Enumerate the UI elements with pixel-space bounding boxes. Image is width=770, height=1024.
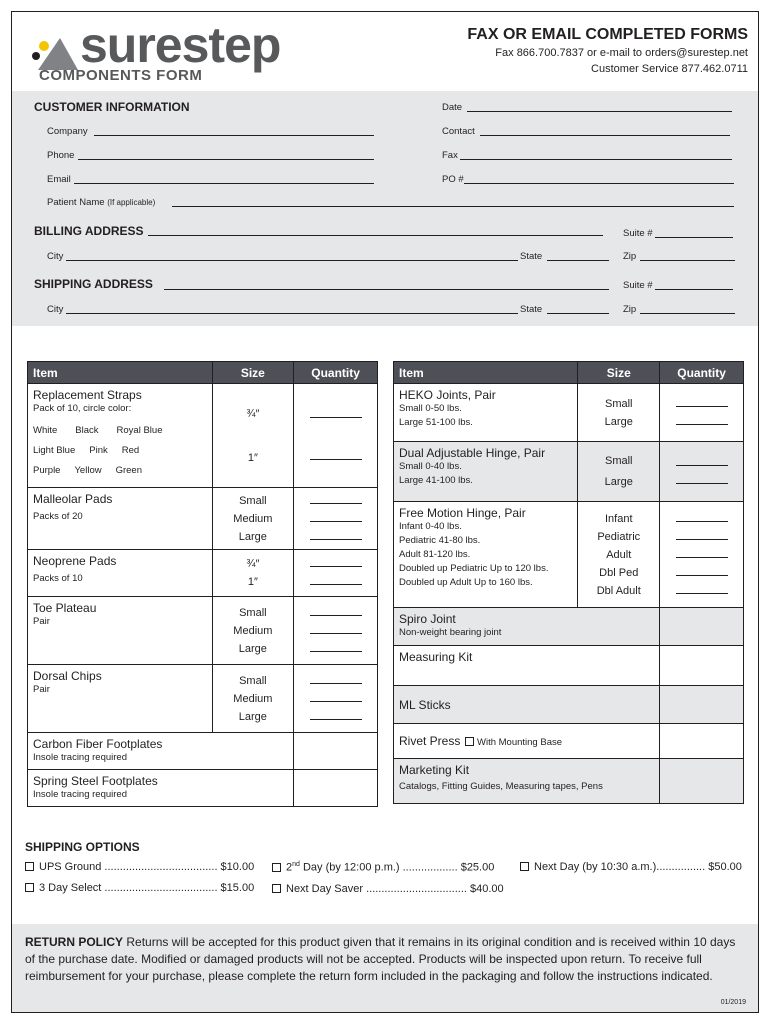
left-items-table (27, 361, 378, 807)
free-size-infant: Infant (604, 512, 633, 525)
next-day-checkbox[interactable] (520, 862, 529, 871)
dorsal-size-large: Large (238, 710, 267, 723)
toe-size-medium: Medium (233, 624, 273, 637)
dual-name: Dual Adjustable Hinge, Pair (399, 446, 546, 460)
free-name: Free Motion Hinge, Pair (399, 506, 526, 520)
spiro-name: Spiro Joint (399, 612, 456, 626)
col-size: Size (212, 362, 294, 384)
shipping-zip-label: Zip (623, 304, 637, 315)
malleolar-name: Malleolar Pads (33, 492, 113, 506)
return-policy-body: Returns will be accepted for this product given that it remains in its original condition and is received within 10 days of the purchase date. Modified or damaged products will not be accepted. Products will be inspected upon return. To receive full reimbursement for your purchase, please complete the return form included in the packaging and follow the instructions indicated. (25, 935, 736, 983)
fax-field[interactable] (460, 150, 732, 160)
second-day-checkbox[interactable] (272, 863, 281, 872)
marketing-qty[interactable] (660, 759, 744, 804)
free-sub-dbl-adult: Doubled up Adult Up to 160 lbs. (399, 577, 533, 588)
neoprene-size-34: ¾″ (246, 558, 260, 570)
row-dorsal-chips (28, 665, 378, 733)
neoprene-sub: Packs of 10 (33, 573, 83, 584)
email-field[interactable] (74, 174, 374, 184)
second-day-label: Day (by 12:00 p.m.) .................. $25.00 (299, 861, 495, 874)
toe-size-small: Small (239, 606, 267, 619)
malleolar-size-large: Large (238, 530, 267, 543)
billing-suite-label: Suite # (623, 228, 653, 239)
three-day-label: 3 Day Select ..................................... $15.00 (39, 882, 255, 894)
return-policy-box (12, 924, 758, 1012)
color-black[interactable]: Black (75, 425, 99, 436)
header-contact: Fax 866.700.7837 or e-mail to orders@surestep.net (495, 47, 748, 59)
row-toe-plateau (28, 597, 378, 665)
free-qty-adult[interactable] (676, 546, 728, 558)
billing-zip-label: Zip (623, 251, 637, 262)
ups-ground-checkbox[interactable] (25, 862, 34, 871)
mounting-base-checkbox[interactable] (465, 737, 474, 746)
shipping-state-label: State (520, 304, 543, 315)
po-label: PO # (442, 174, 464, 185)
carbon-qty[interactable] (294, 733, 378, 770)
free-size-pediatric: Pediatric (597, 530, 641, 543)
form-version: 01/2019 (720, 999, 746, 1006)
col-quantity: Quantity (294, 362, 378, 384)
dorsal-name: Dorsal Chips (33, 669, 102, 683)
free-size-dbl-ped: Dbl Ped (599, 566, 639, 579)
dual-size-large: Large (604, 475, 633, 488)
col-item: Item (28, 362, 213, 384)
color-purple[interactable]: Purple (33, 465, 61, 476)
heko-qty-small[interactable] (676, 395, 728, 407)
heko-size-large: Large (604, 415, 633, 428)
dorsal-sub: Pair (33, 684, 50, 695)
company-field[interactable] (94, 126, 374, 136)
color-red[interactable]: Red (121, 445, 140, 456)
shipping-suite-field[interactable] (655, 280, 733, 290)
billing-city-field[interactable] (66, 251, 518, 261)
row-heko-joints (394, 384, 744, 442)
three-day-checkbox[interactable] (25, 883, 34, 892)
billing-suite-field[interactable] (655, 228, 733, 238)
row-replacement-straps (28, 384, 378, 488)
option-2nd-day[interactable] (272, 861, 494, 874)
dual-size-small: Small (604, 454, 633, 467)
row-free-motion-hinge (394, 502, 744, 608)
free-qty-dbl-ped[interactable] (676, 564, 728, 576)
color-yellow[interactable]: Yellow (74, 465, 102, 476)
straps-qty-34[interactable] (310, 406, 362, 418)
customer-info-title: CUSTOMER INFORMATION (34, 100, 190, 114)
order-form (11, 11, 759, 1013)
marketing-name: Marketing Kit (399, 763, 470, 777)
shipping-city-field[interactable] (66, 304, 518, 314)
straps-name: Replacement Straps (33, 388, 142, 402)
straps-size-34: ¾″ (246, 407, 260, 420)
free-sub-pediatric: Pediatric 41-80 lbs. (399, 535, 481, 546)
color-row-3 (33, 461, 207, 481)
po-field[interactable] (464, 174, 734, 184)
straps-qty-1[interactable] (310, 448, 362, 460)
color-row-1 (33, 421, 207, 441)
shipping-state-field[interactable] (547, 304, 609, 314)
color-white[interactable]: White (33, 425, 58, 436)
free-qty-infant[interactable] (676, 510, 728, 522)
next-saver-checkbox[interactable] (272, 884, 281, 893)
right-items-table (393, 361, 744, 804)
spiro-qty[interactable] (660, 608, 744, 646)
toe-qty-small[interactable] (310, 604, 362, 616)
row-malleolar-pads (28, 488, 378, 550)
toe-size-large: Large (238, 642, 267, 655)
free-sub-infant: Infant 0-40 lbs. (399, 521, 462, 532)
malleolar-size-medium: Medium (233, 512, 273, 525)
col-item-right: Item (394, 362, 578, 384)
rivet-qty[interactable] (660, 724, 744, 759)
date-field[interactable] (467, 102, 732, 112)
row-ml-sticks (394, 686, 744, 724)
row-spiro-joint (394, 608, 744, 646)
option-next-day-saver[interactable] (272, 883, 504, 895)
left-header-row (28, 362, 378, 384)
second-day-sup: nd (292, 861, 300, 868)
phone-label: Phone (47, 150, 75, 161)
heko-name: HEKO Joints, Pair (399, 388, 496, 402)
color-row-2 (33, 441, 207, 461)
row-rivet-press (394, 724, 744, 759)
next-day-label: Next Day (by 10:30 a.m.)................ $50.00 (534, 861, 742, 873)
return-policy-label: RETURN POLICY (25, 935, 124, 949)
option-3-day-select[interactable] (25, 882, 254, 894)
row-spring-steel (28, 770, 378, 807)
free-sub-dbl-ped: Doubled up Pediatric Up to 120 lbs. (399, 563, 549, 574)
carbon-sub: Insole tracing required (33, 752, 127, 763)
heko-sub-1: Small 0-50 lbs. (399, 403, 462, 414)
straps-size-1: 1″ (247, 451, 258, 464)
measuring-qty[interactable] (660, 646, 744, 686)
neoprene-name: Neoprene Pads (33, 554, 117, 568)
marketing-sub: Catalogs, Fitting Guides, Measuring tapes, Pens (399, 781, 603, 792)
spring-name: Spring Steel Footplates (33, 774, 158, 788)
billing-zip-field[interactable] (640, 251, 735, 261)
row-neoprene-pads (28, 550, 378, 597)
col-size-right: Size (578, 362, 660, 384)
ml-name: ML Sticks (399, 697, 451, 712)
contact-label: Contact (442, 126, 475, 137)
shipping-address-field[interactable] (164, 280, 609, 290)
dual-sub-1: Small 0-40 lbs. (399, 461, 462, 472)
spiro-sub: Non-weight bearing joint (399, 627, 502, 638)
malleolar-qty-medium[interactable] (310, 510, 362, 522)
free-qty-dbl-adult[interactable] (676, 582, 728, 594)
color-pink[interactable]: Pink (89, 445, 108, 456)
option-next-day[interactable] (520, 861, 742, 873)
header-title: FAX OR EMAIL COMPLETED FORMS (467, 26, 748, 43)
header-service: Customer Service 877.462.0711 (591, 63, 748, 75)
option-ups-ground[interactable] (25, 861, 254, 873)
carbon-name: Carbon Fiber Footplates (33, 737, 163, 751)
toe-qty-medium[interactable] (310, 622, 362, 634)
color-green[interactable]: Green (115, 465, 142, 476)
dual-sub-2: Large 41-100 lbs. (399, 475, 473, 486)
heko-size-small: Small (604, 397, 633, 410)
straps-sub: Pack of 10, circle color: (33, 403, 132, 414)
billing-title: BILLING ADDRESS (34, 224, 144, 238)
row-carbon-fiber (28, 733, 378, 770)
ml-qty[interactable] (660, 686, 744, 724)
form-subtitle: COMPONENTS FORM (39, 67, 203, 84)
shipping-options-title: SHIPPING OPTIONS (25, 840, 140, 854)
toe-sub: Pair (33, 616, 50, 627)
rivet-option: With Mounting Base (477, 737, 563, 748)
row-dual-hinge (394, 442, 744, 502)
patient-label-text: Patient Name (47, 197, 105, 208)
patient-field[interactable] (172, 197, 734, 207)
company-label: Company (47, 126, 88, 137)
neoprene-qty-1[interactable] (310, 573, 362, 585)
billing-city-label: City (47, 251, 64, 262)
billing-address-field[interactable] (148, 226, 603, 236)
patient-note: (If applicable) (107, 198, 156, 207)
malleolar-sub: Packs of 20 (33, 511, 83, 522)
free-size-adult: Adult (606, 548, 632, 561)
malleolar-qty-large[interactable] (310, 528, 362, 540)
neoprene-qty-34[interactable] (310, 555, 362, 567)
toe-name: Toe Plateau (33, 601, 97, 615)
shipping-city-label: City (47, 304, 64, 315)
dorsal-qty-small[interactable] (310, 672, 362, 684)
dual-qty-small[interactable] (676, 454, 728, 466)
billing-state-field[interactable] (547, 251, 609, 261)
dorsal-qty-large[interactable] (310, 708, 362, 720)
measuring-name: Measuring Kit (399, 650, 473, 664)
shipping-zip-field[interactable] (640, 304, 735, 314)
date-label: Date (442, 102, 463, 113)
row-measuring-kit (394, 646, 744, 686)
return-policy-text (25, 934, 745, 985)
heko-qty-large[interactable] (676, 413, 728, 425)
malleolar-size-small: Small (239, 494, 267, 507)
free-qty-pediatric[interactable] (676, 528, 728, 540)
shipping-suite-label: Suite # (623, 280, 653, 291)
shipping-title: SHIPPING ADDRESS (34, 277, 153, 291)
email-label: Email (47, 174, 71, 185)
malleolar-qty-small[interactable] (310, 492, 362, 504)
color-light-blue[interactable]: Light Blue (33, 445, 76, 456)
logo-wordmark: surestep (80, 17, 281, 73)
toe-qty-large[interactable] (310, 640, 362, 652)
free-size-dbl-adult: Dbl Adult (596, 584, 641, 597)
patient-label (47, 197, 155, 208)
row-marketing-kit (394, 759, 744, 804)
ups-ground-label: UPS Ground ..................................... $10.00 (39, 861, 255, 873)
neoprene-size-1: 1″ (247, 576, 258, 588)
spring-sub: Insole tracing required (33, 789, 127, 800)
free-sub-adult: Adult 81-120 lbs. (399, 549, 471, 560)
col-quantity-right: Quantity (660, 362, 744, 384)
rivet-name: Rivet Press (399, 734, 461, 748)
surestep-logo-icon (26, 30, 78, 72)
next-saver-label: Next Day Saver ................................. $40.00 (286, 883, 504, 895)
billing-state-label: State (520, 251, 543, 262)
contact-field[interactable] (480, 126, 730, 136)
second-day-num: 2 (286, 861, 293, 874)
dorsal-size-medium: Medium (233, 692, 273, 705)
dual-qty-large[interactable] (676, 472, 728, 484)
dorsal-qty-medium[interactable] (310, 690, 362, 702)
heko-sub-2: Large 51-100 lbs. (399, 417, 473, 428)
right-header-row (394, 362, 744, 384)
dorsal-size-small: Small (239, 674, 267, 687)
fax-label: Fax (442, 150, 458, 161)
spring-qty[interactable] (294, 770, 378, 807)
phone-field[interactable] (78, 150, 374, 160)
color-royal-blue[interactable]: Royal Blue (116, 425, 163, 436)
